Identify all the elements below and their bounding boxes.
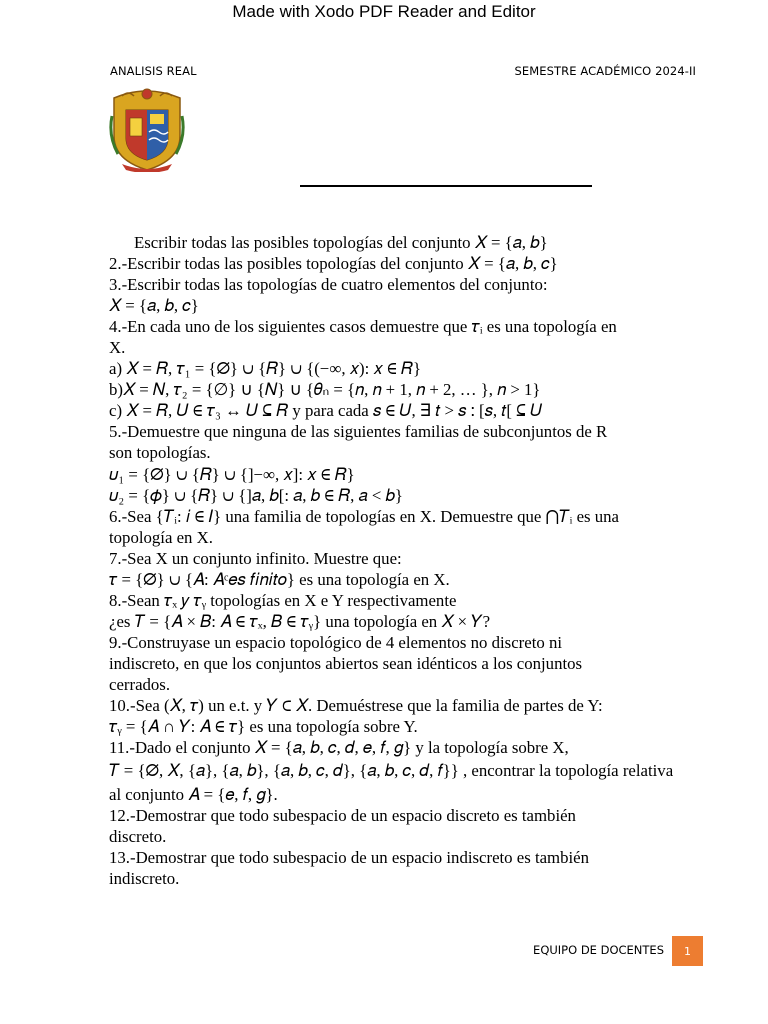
exercise-line: c) 𝑋 = 𝑅, 𝑈 ∈ 𝜏₃ ↔ 𝑈 ⊆ 𝑅 y para cada 𝑠 ∈ 𝑈, ∃ 𝑡 > 𝑠 ∶ [𝑠, 𝑡[ ⊆ 𝑈 xyxy=(109,401,543,421)
exercise-line: 5.-Demuestre que ninguna de las siguientes familias de subconjuntos de R xyxy=(109,422,608,442)
exercise-line: Escribir todas las posibles topologías del conjunto 𝑋 = {𝑎, 𝑏} xyxy=(134,233,548,252)
exercise-line: discreto. xyxy=(109,827,167,847)
exercise-line: ¿es 𝑇 = {𝐴 × 𝐵: 𝐴 ∈ 𝜏ₓ, 𝐵 ∈ 𝜏ᵧ} una topología en 𝑋 × 𝑌? xyxy=(109,611,491,631)
exercise-line: b)𝑋 = 𝑁, 𝜏₂ = {∅} ∪ {𝑁} ∪ {𝜃ₙ = {𝑛, 𝑛 + 1, 𝑛 + 2, … }, 𝑛 > 1} xyxy=(109,380,541,400)
footer-label: EQUIPO DE DOCENTES xyxy=(533,943,664,957)
exercise-line: 9.-Construyase un espacio topológico de 4 elementos no discreto ni xyxy=(109,632,562,652)
course-name: ANALISIS REAL xyxy=(110,64,197,78)
exercise-line: 3.-Escribir todas las topologías de cuatro elementos del conjunto: xyxy=(109,275,548,295)
exercise-line: 𝑋 = {𝑎, 𝑏, 𝑐} xyxy=(109,296,199,316)
watermark-banner: Made with Xodo PDF Reader and Editor xyxy=(232,2,536,21)
exercise-line: 𝜐₂ = {𝜙} ∪ {𝑅} ∪ {]𝑎, 𝑏[: 𝑎, 𝑏 ∈ 𝑅, 𝑎 < 𝑏} xyxy=(109,485,403,505)
page-number-badge: 1 xyxy=(672,936,703,966)
exercise-line: 10.-Sea (𝑋, 𝜏) un e.t. y 𝑌 ⊂ 𝑋. Demuéstrese que la familia de partes de Y: xyxy=(109,696,603,716)
exercise-line: 7.-Sea X un conjunto infinito. Muestre que: xyxy=(109,548,402,568)
exercise-line: 𝜐₁ = {∅} ∪ {𝑅} ∪ {]−∞, 𝑥]: 𝑥 ∈ 𝑅} xyxy=(109,464,355,484)
exercise-line: 4.-En cada uno de los siguientes casos demuestre que 𝜏ᵢ es una topología en xyxy=(109,317,617,337)
exercise-line: 12.-Demostrar que todo subespacio de un espacio discreto es también xyxy=(109,806,576,826)
semester-label: SEMESTRE ACADÉMICO 2024-II xyxy=(514,64,696,78)
exercise-line: indiscreto, en que los conjuntos abiertos sean idénticos a los conjuntos xyxy=(109,653,583,673)
exercise-line: 𝜏ᵧ = {𝐴 ∩ 𝑌: 𝐴 ∈ 𝜏} es una topología sobre Y. xyxy=(109,717,418,737)
exercise-line: 6.-Sea {𝑇ᵢ: 𝑖 ∈ 𝐼} una familia de topologías en X. Demuestre que ⋂𝑇ᵢ es una xyxy=(109,506,619,526)
exercise-line: 2.-Escribir todas las posibles topologías del conjunto 𝑋 = {𝑎, 𝑏, 𝑐} xyxy=(109,254,558,274)
exercise-line: X. xyxy=(109,338,126,358)
title-underline xyxy=(300,185,592,187)
exercise-line: 𝜏 = {∅} ∪ {𝐴: 𝐴ᶜ𝑒𝑠 𝑓𝑖𝑛𝑖𝑡𝑜} es una topología en X. xyxy=(109,569,450,589)
exercise-line: 8.-Sean 𝜏ₓ 𝑦 𝜏ᵧ topologías en X e Y respectivamente xyxy=(109,590,457,610)
exercise-list xyxy=(109,232,709,889)
exercise-line: 𝑇 = {∅, 𝑋, {𝑎}, {𝑎, 𝑏}, {𝑎, 𝑏, 𝑐, 𝑑}, {𝑎, 𝑏, 𝑐, 𝑑, 𝑓}} , encontrar la topología relativa xyxy=(109,761,674,781)
exercise-line: son topologías. xyxy=(109,443,211,463)
exercise-line: cerrados. xyxy=(109,674,171,694)
exercise-line: indiscreto. xyxy=(109,869,180,889)
university-seal-logo xyxy=(108,86,186,172)
exercise-line: 11.-Dado el conjunto 𝑋 = {𝑎, 𝑏, 𝑐, 𝑑, 𝑒, 𝑓, 𝑔} y la topología sobre X, xyxy=(109,738,569,758)
exercise-line: 13.-Demostrar que todo subespacio de un espacio indiscreto es también xyxy=(109,848,589,868)
exercise-line: topología en X. xyxy=(109,527,213,547)
exercise-line: al conjunto 𝐴 = {𝑒, 𝑓, 𝑔}. xyxy=(109,785,278,805)
exercise-line: a) 𝑋 = 𝑅, 𝜏₁ = {∅} ∪ {𝑅} ∪ {(−∞, 𝑥): 𝑥 ∈ 𝑅} xyxy=(109,359,421,379)
